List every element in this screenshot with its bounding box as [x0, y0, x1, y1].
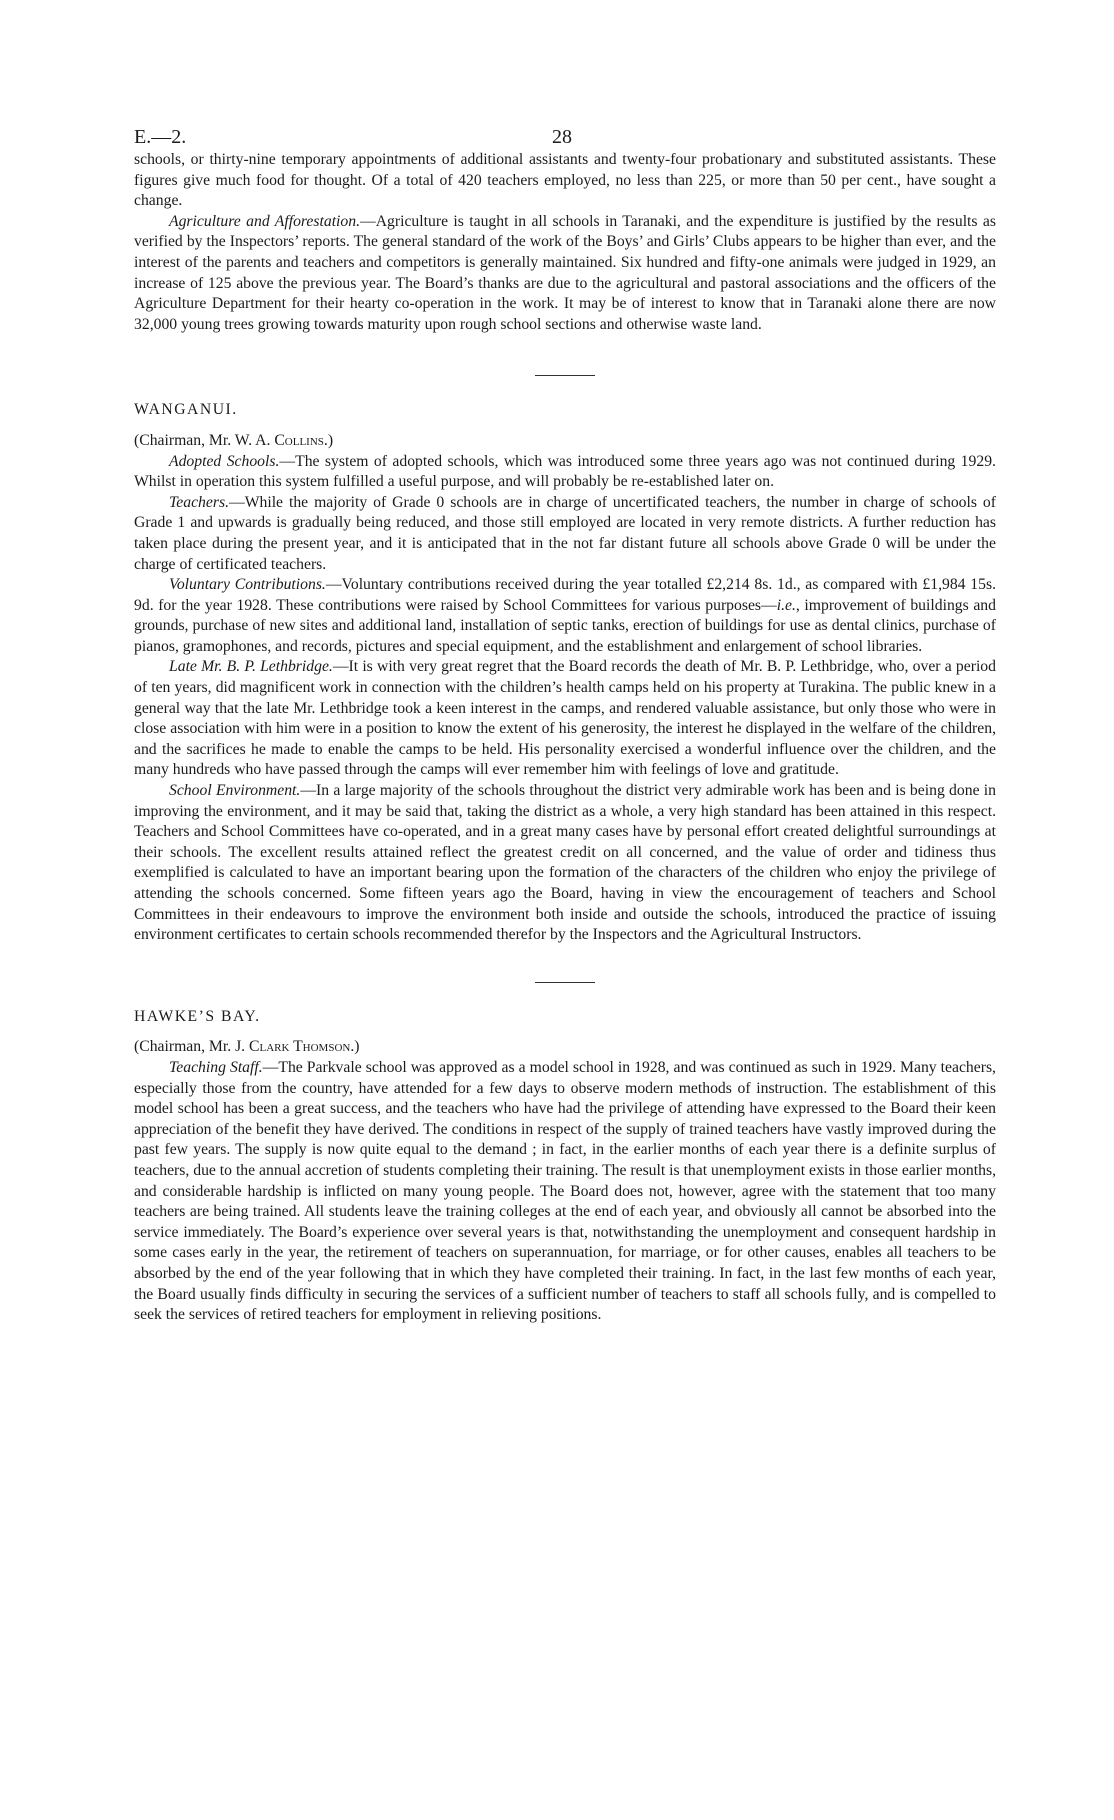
taranaki-continuation	[134, 150, 996, 335]
agriculture-paragraph	[134, 212, 996, 336]
paragraph-body: —The system of adopted schools, which was introduced some three years ago was not continued during 1929. Whilst in operation this system fulfilled a useful purpose, and will probably be re-established later on.	[134, 452, 996, 491]
page-number: 28	[552, 126, 572, 148]
paragraph-body: —Agriculture is taught in all schools in Taranaki, and the expenditure is justified by the results as verified by the Inspectors’ reports. The general standard of the work of the Boys’ and Girls’ Clubs appears to be higher than ever, and the interest of the parents and teachers and competitors is generally maintained. Six hundred and fifty-one animals were judged in 1929, an increase of 125 above the previous year. The Board’s thanks are due to the agricultural and pastoral associations and the officers of the Agriculture Department for their hearty co-operation in the work. It may be of interest to know that in Taranaki alone there are now 32,000 young trees growing towards maturity upon rough school sections and otherwise waste land.	[134, 212, 996, 333]
section-title: WANGANUI.	[134, 401, 238, 419]
document-page	[134, 120, 996, 1326]
paragraph-lead: Adopted Schools.	[169, 452, 280, 470]
paragraph-lead: Voluntary Contributions.	[169, 576, 326, 594]
chairman-name: Collins	[274, 431, 324, 449]
paragraph-body: —The Parkvale school was approved as a model school in 1928, and was continued as such in 1929. Many teachers, especially those from the country, have attended for a few days to observe modern methods of instruction. The establishment of this model school has been a great success, and the teachers who have had the privilege of attending have expressed to the Board their keen appreciation of the benefit they have derived. The conditions in respect of the supply of trained teachers have vastly improved during the past few years. The supply is now quite equal to the demand ; in fact, in the earlier months of each year there is a definite surplus of teachers, due to the annual accretion of students completing their training. The result is that unemployment exists in those earlier months, and considerable hardship is inflicted on many young people. The Board does not, however, agree with the statement that too many teachers are being trained. All students leave the training colleges at the end of each year, and obviously all cannot be absorbed into the service immediately. The Board’s experience over several years is that, notwithstanding the unemployment and consequent hardship in some cases early in the year, the retirement of teachers on superannuation, for marriage, or for other causes, enables all teachers to be absorbed by the end of the year following that in which they have completed their training. In fact, in the last few months of each year, the Board usually finds difficulty in securing the services of a sufficient number of teachers to staff all schools fully, and is compelled to seek the services of retired teachers for employment in relieving positions.	[134, 1058, 996, 1324]
paragraph-lead: Teaching Staff.	[169, 1058, 263, 1076]
paragraph-body: —In a large majority of the schools throughout the district very admirable work has been and is being done in improving the environment, and it may be said that, taking the district as a whole, a very high standard has been attained in this respect. Teachers and School Committees have co-operated, and in a great many cases have by personal effort created delightful surroundings at their schools. The excellent results attained reflect the greatest credit on all concerned, and the value of order and tidiness thus exemplified is calculated to have an important bearing upon the formation of the characters of the children who enjoy the privilege of attending the schools concerned. Some fifteen years ago the Board, having in view the encouragement of teachers and School Committees in their endeavours to improve the environment both inside and outside the schools, introduced the practice of issuing environment certificates to certain schools recommended therefor by the Inspectors and the Agricultural Instructors.	[134, 782, 996, 944]
chairman-line	[134, 1037, 996, 1058]
section-title: HAWKE’S BAY.	[134, 1007, 261, 1025]
paragraph-lead: Agriculture and Afforestation.	[169, 212, 361, 230]
paragraph-body: —Voluntary contributions received during the year totalled £2,214 8s. 1d., as compared with £1,984 15s. 9d. for the year 1928. These contributions were raised by School Committees for various purposes—	[134, 576, 996, 614]
paragraph-body: —While the majority of Grade 0 schools are in charge of uncertificated teachers, the number in charge of schools of Grade 1 and upwards is gradually being reduced, and those still employed are located in very remote districts. A further reduction has taken place during the present year, and it is anticipated that in the not far distant future all schools above Grade 0 will be under the charge of certificated teachers.	[134, 493, 996, 573]
paragraph-lead: Late Mr. B. P. Lethbridge.	[169, 658, 333, 676]
paragraph-lead: School Environment.	[169, 782, 301, 800]
section-wanganui	[134, 400, 996, 945]
chairman-suffix: .)	[323, 431, 334, 449]
chairman-suffix: .)	[350, 1038, 360, 1056]
paragraph-body-continued: , improvement of buildings and grounds, purchase of new sites and additional land, installation of septic tanks, erection of buildings for use as dental clinics, purchase of pianos, gramophones, and records, pictures and special equipment, and the establishment and enlargement of school libraries.	[134, 596, 996, 655]
teachers-paragraph	[134, 493, 996, 575]
school-environment-paragraph	[134, 781, 996, 946]
chairman-name: Clark Thomson	[249, 1038, 351, 1056]
section-hawkes-bay	[134, 1007, 996, 1326]
paragraph-lead: Teachers.	[169, 493, 229, 511]
continued-paragraph: schools, or thirty-nine temporary appointments of additional assistants and twenty-four probationary and substituted assistants. These figures give much food for thought. Of a total of 420 teachers employed, no less than 225, or more than 50 per cent., have sought a change.	[134, 151, 996, 210]
running-header	[134, 120, 996, 150]
paragraph-abbrev: i.e.	[776, 596, 796, 614]
teaching-staff-paragraph	[134, 1058, 996, 1326]
lethbridge-paragraph	[134, 657, 996, 781]
chairman-prefix: (Chairman, Mr. J.	[134, 1038, 250, 1056]
adopted-schools-paragraph	[134, 452, 996, 493]
chairman-prefix: (Chairman, Mr. W. A.	[134, 431, 275, 449]
document-reference: E.—2.	[134, 126, 187, 148]
chairman-line	[134, 431, 996, 452]
voluntary-contributions-paragraph	[134, 575, 996, 657]
paragraph-body: —It is with very great regret that the Board records the death of Mr. B. P. Lethbridge, who, over a period of ten years, did magnificent work in connection with the children’s health camps held on his property at Turakina. The public knew in a general way that the late Mr. Lethbridge took a keen interest in the camps, and rendered valuable assistance, but only those who were in close association with him were in a position to know the extent of his generosity, the interest he displayed in the welfare of the children, and the sacrifices he made to enable the camps to be held. His personality exercised a wonderful influence over the children, and the many hundreds who have passed through the camps will ever remember him with feelings of love and gratitude.	[134, 658, 996, 779]
